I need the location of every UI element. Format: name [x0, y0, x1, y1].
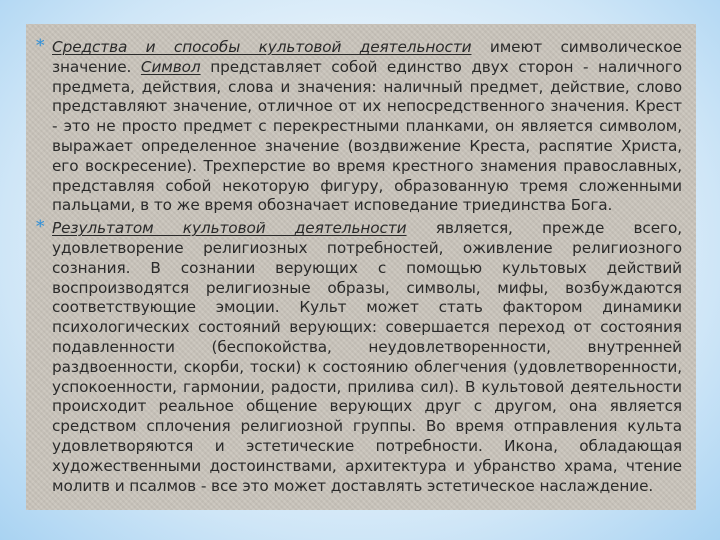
paragraph-text: имеют символическое значение.	[52, 38, 682, 76]
bullet-marker-icon: *	[36, 36, 45, 56]
bullet-paragraph-symbolism	[38, 38, 682, 216]
paragraph-text: является, прежде всего, удовлетворение религиозных потребностей, оживление религиозного сознания. В сознании верующих с помощью культовых действий воспроизводятся религиозные образы, символы, мифы, возбуждаются соответствующие эмоции. Культ может стать фактором динамики психологических состояний верующих: совершается переход от состояния подавленности (беспокойства, неудовлетворенности, внутренней раздвоенности, скорби, тоски) к состоянию облегчения (удовлетворенности, успокоенности, гармонии, радости, прилива сил). В культовой деятельности происходит реальное общение верующих друг с другом, она является средством сплочения религиозной группы. Во время отправления культа удовлетворяются и эстетические потребности. Икона, обладающая художественными достоинствами, архитектура и убранство храма, чтение молитв и псалмов - все это может доставлять эстетическое наслаждение.	[52, 219, 682, 495]
paragraph-text: представляет собой единство двух сторон - наличного предмета, действия, слова и значения: наличный предмет, действие, слово представляют значение, отличное от их непосредственного значения. Крест - это не просто предмет с перекрестными планками, он является символом, выражает определенное значение (воздвижение Креста, распятие Христа, его воскресение). Трехперстие во время крестного знамения православных, представляя собой некоторую фигуру, образованную тремя сложенными пальцами, в то же время обозначает исповедание триединства Бога.	[52, 57, 682, 215]
slide-text-panel	[26, 24, 696, 510]
term-means-and-methods: Средства и способы культовой деятельности	[52, 38, 472, 56]
bullet-paragraph-result	[38, 219, 682, 496]
term-result-of-cult-activity: Результатом культовой деятельности	[52, 219, 407, 238]
term-symbol: Символ	[140, 57, 201, 76]
bullet-marker-icon: *	[36, 217, 45, 238]
